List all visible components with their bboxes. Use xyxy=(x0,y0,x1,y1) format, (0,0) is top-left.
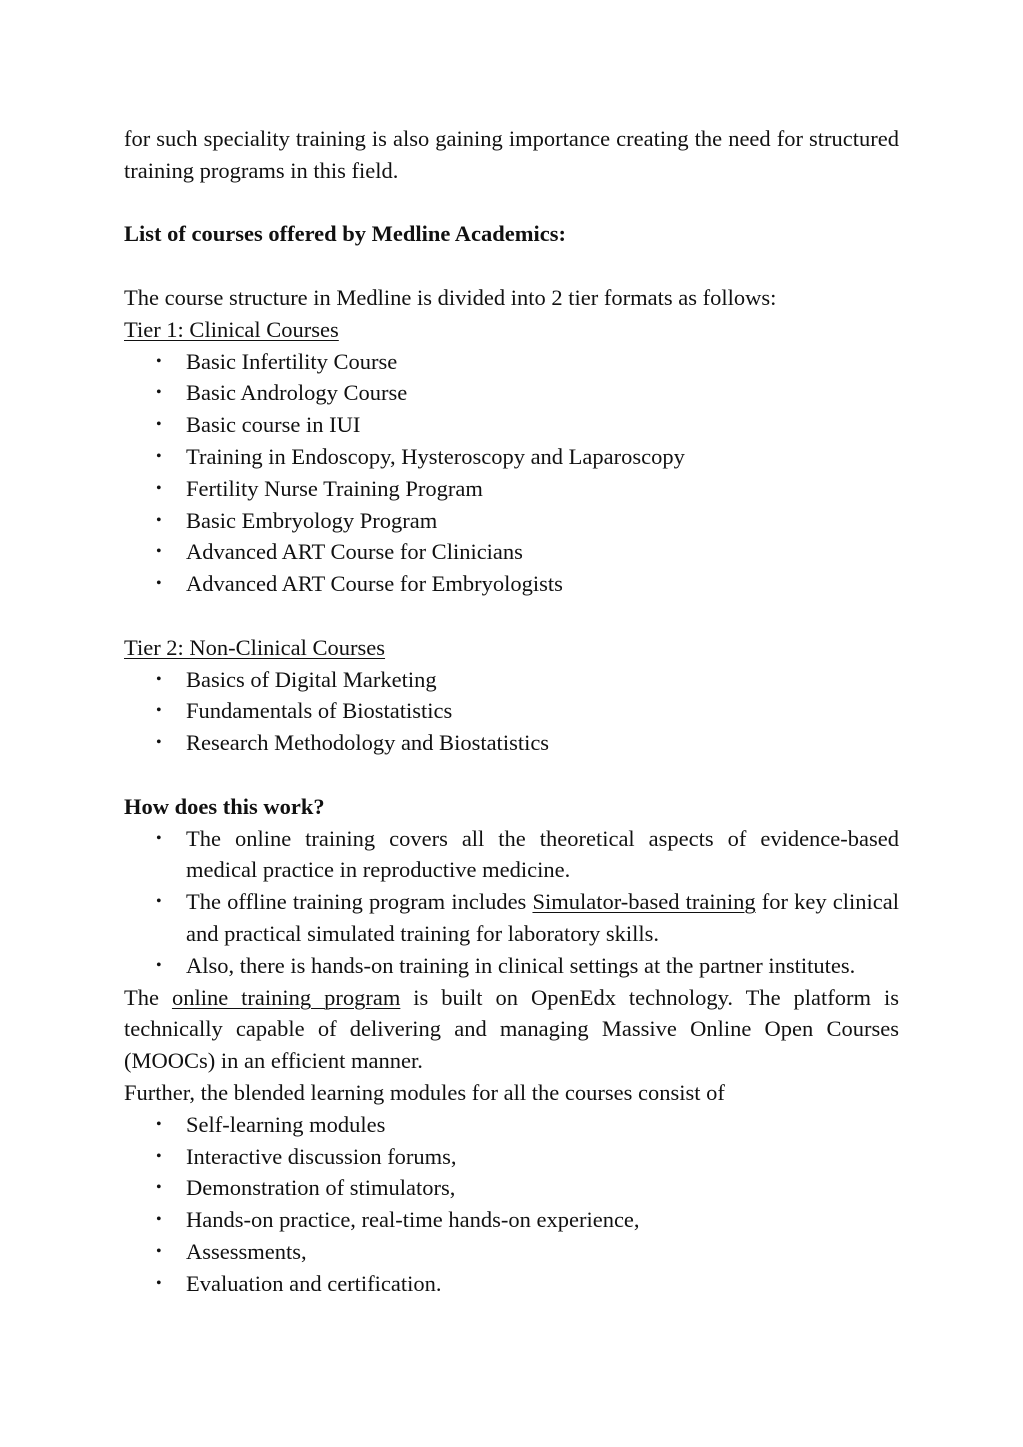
list-item-text: The offline training program includes xyxy=(186,889,533,915)
list-item xyxy=(124,1141,899,1173)
list-item-text: Research Methodology and Biostatistics xyxy=(186,730,550,756)
list-item-text: Evaluation and certification. xyxy=(186,1270,442,1296)
list-item xyxy=(124,441,899,473)
blended-paragraph: Further, the blended learning modules for all the courses consist of xyxy=(124,1079,725,1105)
bullet-icon: • xyxy=(156,829,162,847)
list-item-text: Basic course in IUI xyxy=(186,412,361,438)
list-item xyxy=(124,1268,899,1300)
list-item xyxy=(124,695,899,727)
platform-text-post: is built on OpenEdx technology. The platform is technically capable of delivering and managing Massive Online Open Courses (MOOCs) in an efficient manner. xyxy=(124,984,900,1074)
list-item-text: Advanced ART Course for Clinicians xyxy=(186,539,523,565)
list-item-text: Fundamentals of Biostatistics xyxy=(186,698,453,724)
bullet-icon: • xyxy=(156,956,162,974)
list-item-text: Self-learning modules xyxy=(186,1111,386,1137)
bullet-icon: • xyxy=(156,734,162,752)
list-item xyxy=(124,1172,899,1204)
bullet-icon: • xyxy=(156,575,162,593)
bullet-icon: • xyxy=(156,447,162,465)
platform-paragraph xyxy=(124,982,899,1077)
bullet-icon: • xyxy=(156,352,162,370)
bullet-icon: • xyxy=(156,670,162,688)
how-list xyxy=(124,823,899,982)
list-item xyxy=(124,536,899,568)
list-item-text: Training in Endoscopy, Hysteroscopy and Laparoscopy xyxy=(186,443,685,469)
bullet-icon: • xyxy=(156,702,162,720)
list-item-text: Assessments, xyxy=(186,1238,307,1264)
spacer xyxy=(124,759,899,791)
document-page xyxy=(124,123,899,1299)
list-item-text: Demonstration of stimulators, xyxy=(186,1175,456,1201)
list-item-text: Advanced ART Course for Embryologists xyxy=(186,571,563,597)
spacer xyxy=(124,250,899,282)
online-training-program-link[interactable]: online training program xyxy=(171,984,401,1010)
list-item xyxy=(124,886,899,950)
tier2-list xyxy=(124,664,899,759)
tier1-title-text: Tier 1: Clinical Courses xyxy=(124,316,339,342)
structure-paragraph: The course structure in Medline is divided into 2 tier formats as follows: xyxy=(124,284,777,310)
intro-paragraph: for such speciality training is also gaining importance creating the need for structured training programs in this field. xyxy=(124,126,899,183)
bullet-icon: • xyxy=(156,543,162,561)
list-item xyxy=(124,568,899,600)
list-item-text: Basic Infertility Course xyxy=(186,348,398,374)
bullet-icon: • xyxy=(156,479,162,497)
list-item-text: Hands-on practice, real-time hands-on experience, xyxy=(186,1207,640,1233)
bullet-icon: • xyxy=(156,1274,162,1292)
bullet-icon: • xyxy=(156,511,162,529)
bullet-icon: • xyxy=(156,416,162,434)
list-item xyxy=(124,1109,899,1141)
list-item xyxy=(124,473,899,505)
how-heading: How does this work? xyxy=(124,793,325,819)
spacer xyxy=(124,187,899,219)
list-item-text: Fertility Nurse Training Program xyxy=(186,475,483,501)
list-item xyxy=(124,950,899,982)
list-item-text: for key clinical and practical simulated training for laboratory skills. xyxy=(186,889,899,946)
bullet-icon: • xyxy=(156,893,162,911)
blended-list xyxy=(124,1109,899,1300)
bullet-icon: • xyxy=(156,1147,162,1165)
bullet-icon: • xyxy=(156,1179,162,1197)
list-item-text: Also, there is hands-on training in clinical settings at the partner institutes. xyxy=(186,952,856,978)
list-item-text: The online training covers all the theoretical aspects of evidence-based medical practice in reproductive medicine. xyxy=(186,825,899,883)
courses-heading: List of courses offered by Medline Academics: xyxy=(124,221,567,247)
spacer xyxy=(124,600,899,632)
tier2-title xyxy=(124,632,899,664)
list-item xyxy=(124,505,899,537)
tier2-title-text: Tier 2: Non-Clinical Courses xyxy=(124,634,386,660)
list-item-text: Basic Embryology Program xyxy=(186,507,438,533)
platform-text-pre: The xyxy=(124,984,172,1010)
list-item xyxy=(124,346,899,378)
bullet-icon: • xyxy=(156,384,162,402)
list-item xyxy=(124,1204,899,1236)
tier1-list xyxy=(124,346,899,600)
simulator-training-link[interactable]: Simulator-based training xyxy=(532,889,756,915)
bullet-icon: • xyxy=(156,1211,162,1229)
list-item xyxy=(124,377,899,409)
list-item xyxy=(124,664,899,696)
list-item xyxy=(124,823,899,887)
bullet-icon: • xyxy=(156,1242,162,1260)
list-item-text: Interactive discussion forums, xyxy=(186,1143,457,1169)
tier1-title xyxy=(124,314,899,346)
list-item xyxy=(124,727,899,759)
list-item xyxy=(124,409,899,441)
list-item-text: Basic Andrology Course xyxy=(186,380,408,406)
list-item xyxy=(124,1236,899,1268)
list-item-text: Basics of Digital Marketing xyxy=(186,666,437,692)
bullet-icon: • xyxy=(156,1115,162,1133)
